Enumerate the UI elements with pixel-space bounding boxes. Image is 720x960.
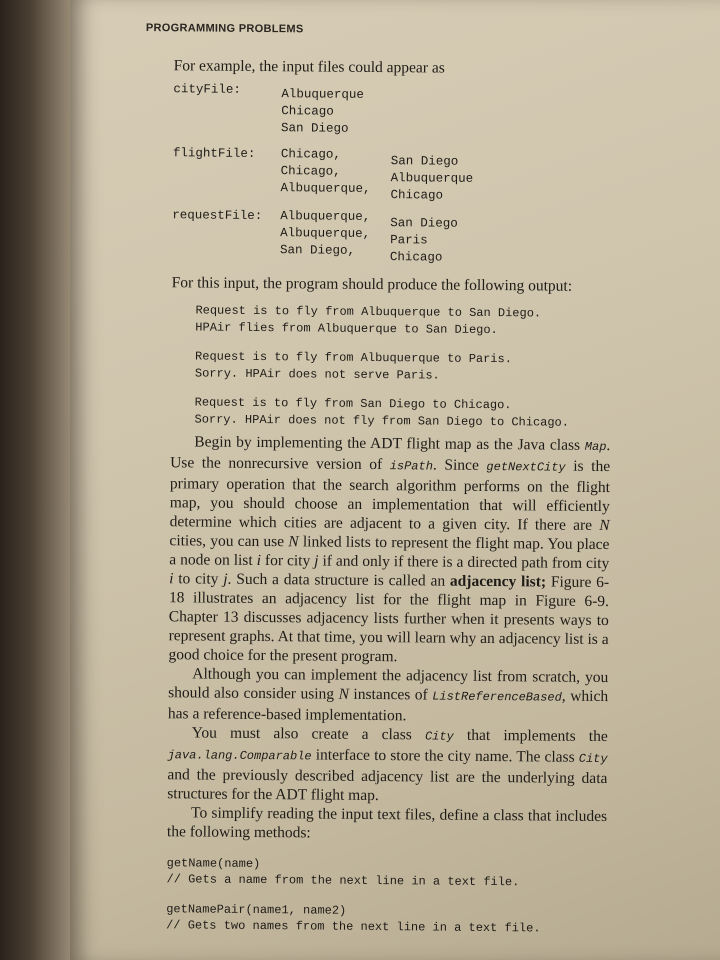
code-comment: // Gets two names from the next line in a text file. bbox=[166, 918, 541, 936]
flightfile-label: flightFile: bbox=[172, 146, 256, 161]
code-line: getNamePair(name1, name2) bbox=[166, 902, 347, 918]
output-line: Request is to fly from Albuquerque to San Diego. bbox=[195, 303, 542, 321]
requestfile-destination: Paris bbox=[390, 233, 428, 248]
input-files-example bbox=[172, 81, 686, 277]
output-line: Request is to fly from Albuquerque to Paris. bbox=[195, 349, 512, 367]
code-line: getName(name) bbox=[166, 856, 261, 872]
code-comment: // Gets a name from the next line in a text file. bbox=[166, 872, 520, 890]
requestfile-origin: Albuquerque, bbox=[280, 226, 371, 241]
output-block bbox=[195, 348, 683, 386]
output-intro-text: For this input, the program should produce the following output: bbox=[171, 274, 573, 295]
flightfile-origin: Chicago, bbox=[280, 164, 341, 179]
method-signatures bbox=[166, 855, 679, 937]
cityfile-line: San Diego bbox=[281, 121, 349, 136]
requestfile-origin: San Diego, bbox=[279, 243, 356, 258]
cityfile-label: cityFile: bbox=[173, 82, 241, 97]
requestfile-destination: Chicago bbox=[389, 250, 443, 265]
output-line: Sorry. HPAir does not serve Paris. bbox=[194, 366, 440, 383]
output-block bbox=[194, 394, 682, 432]
output-line: Sorry. HPAir does not fly from San Diego to Chicago. bbox=[194, 412, 570, 430]
cityfile-line: Chicago bbox=[281, 104, 334, 119]
paragraph-adt-flight-map: Begin by implementing the ADT flight map as the Java class Map. Use the nonrecursive version of isPath. Since getNextCity is the primary operation that the search algorithm performs on the flight map, you should choose an implementation that will efficiently determine which cities are adjacent to a given city. If there are N cities, you can use N linked lists to represent the flight map. You place a node on list i for city j if and only if there is a directed path from city i to city j. Such a data structure is called an adjacency list; Figure 6-18 illustrates an adjacency list for the flight map in Figure 6-9. Chapter 13 discusses adjacency lists further when it presents ways to represent graphs. At that time, you will learn why an adjacency list is a good choice for the present program. bbox=[168, 433, 611, 666]
flightfile-destination: Chicago bbox=[390, 188, 444, 203]
output-line: HPAir flies from Albuquerque to San Diego. bbox=[195, 320, 498, 338]
output-block bbox=[195, 302, 683, 340]
requestfile-destination: San Diego bbox=[390, 216, 458, 231]
output-line: Request is to fly from San Diego to Chicago. bbox=[194, 395, 512, 413]
paragraph-adjacency-list: Although you can implement the adjacency list from scratch, you should also consider using N instances of ListReferenceBased, which has a reference-based implementation. bbox=[167, 665, 609, 725]
cityfile-line: Albuquerque bbox=[281, 87, 364, 102]
page-content bbox=[138, 22, 686, 938]
requestfile-label: requestFile: bbox=[172, 208, 263, 224]
flightfile-destination: San Diego bbox=[390, 154, 459, 169]
paragraph-input-methods: To simplify reading the input text files, define a class that includes the following methods: bbox=[166, 804, 608, 842]
running-header: PROGRAMMING PROBLEMS bbox=[145, 22, 304, 36]
requestfile-origin: Albuquerque, bbox=[280, 209, 371, 224]
flightfile-origin: Albuquerque, bbox=[280, 181, 371, 196]
flightfile-origin: Chicago, bbox=[280, 147, 341, 162]
flightfile-destination: Albuquerque bbox=[390, 171, 474, 186]
intro-text: For example, the input files could appear as bbox=[173, 57, 445, 77]
book-page bbox=[70, 0, 720, 960]
paragraph-city-class: You must also create a class City that implements the java.lang.Comparable interface to store the city name. The class City and the previously described adjacency list are the underlying data structures for the ADT flight map. bbox=[167, 724, 608, 805]
